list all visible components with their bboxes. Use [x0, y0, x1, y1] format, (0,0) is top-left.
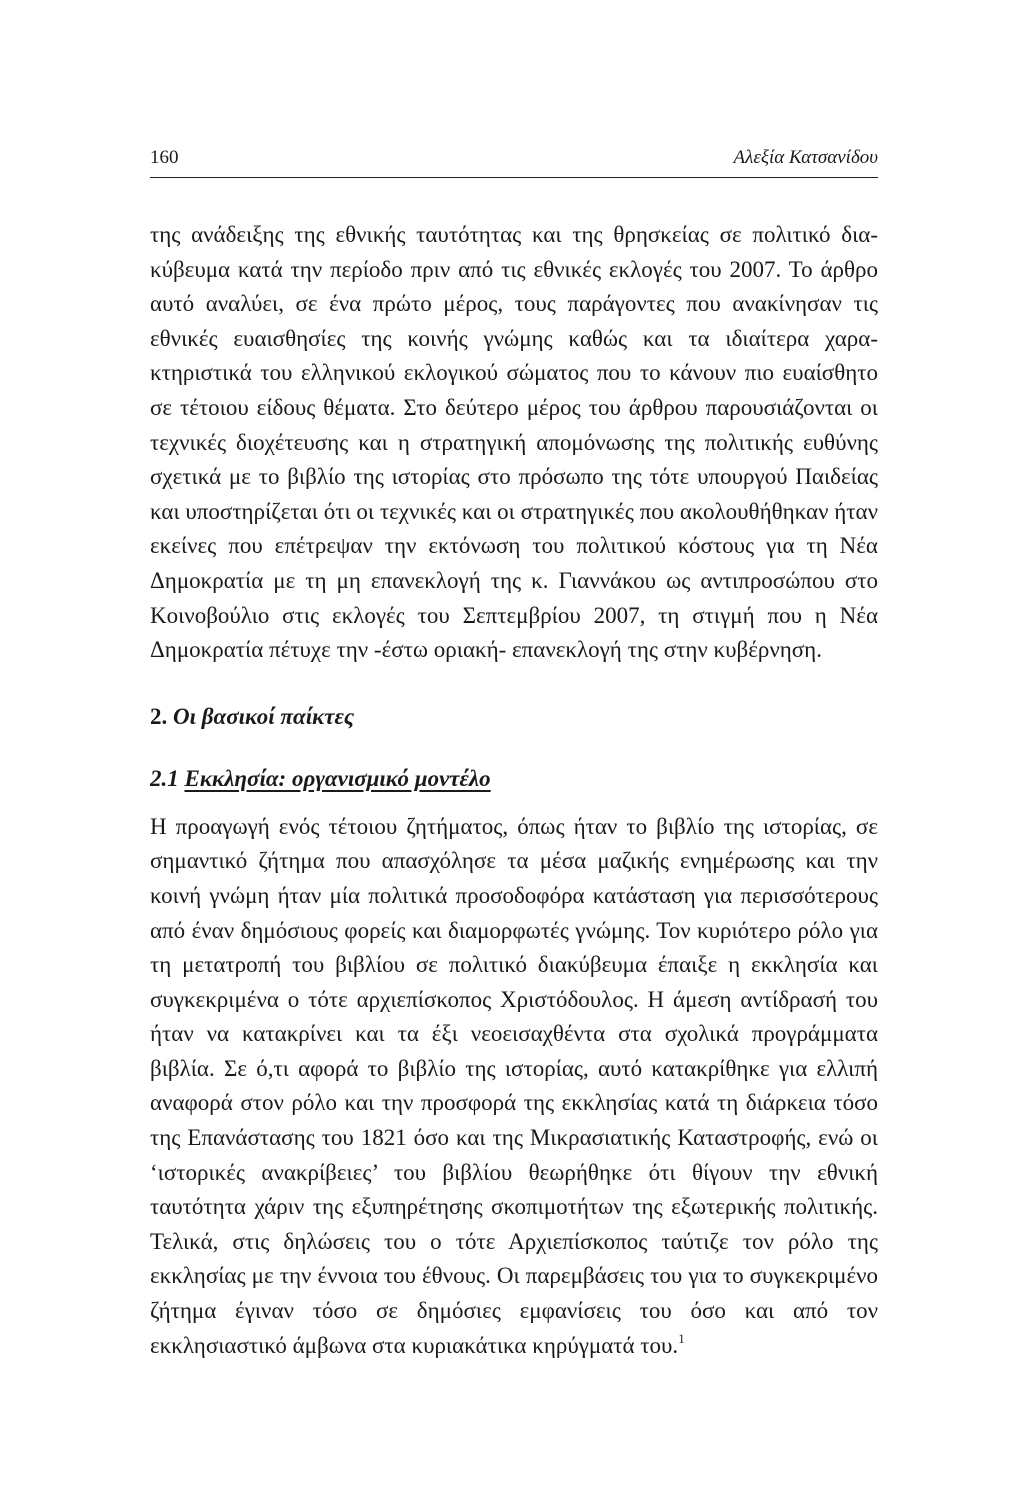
footnote-marker[interactable]: 1	[678, 1330, 685, 1346]
subsection-title: Εκκλησία: οργανισμικό μοντέλο	[184, 765, 491, 791]
section-title: Οι βασικοί παίκτες	[173, 703, 355, 729]
subsection-number: 2.1	[150, 765, 179, 791]
section-number: 2.	[150, 703, 168, 729]
body-paragraph-text: Η προαγωγή ενός τέτοιου ζητήματος, όπως ήταν το βιβλίο της ιστορίας, σε σημαντικό ζήτημα που απασχόλησε τα μέσα μαζικής ενημέρωσης και την κοινή γνώμη ήταν μία πολιτικά προσοδοφόρα κατάσταση για περισσότερους από έναν δημόσιους φορείς και διαμορφωτές γνώμης. Τον κυριότερο ρόλο για τη μετατροπή του βιβλίου σε πολιτικό διακύβευμα έπαιξε η εκκλησία και συγκεκριμένα ο τότε αρχιεπίσκοπος Χριστόδουλος. Η άμεση αντίδρασή του ήταν να κατακρίνει και τα έξι νεοεισαχθέντα στα σχολικά προγράμματα βιβλία. Σε ό,τι αφορά το βιβλίο της ιστορίας, αυτό κατακρίθηκε για ελλιπή αναφορά στον ρόλο και την προσφορά της εκκλησίας κατά τη διάρκεια τόσο της Επανάστασης του 1821 όσο και της Μικρασιατικής Καταστροφής, ενώ οι ‘ιστορικές ανακρίβειες’ του βιβλίου θεωρήθηκε ότι θίγουν την εθνική ταυτότητα χάριν της εξυπηρέτησης σκοπιμοτήτων της εξωτερικής πολιτικής. Τελικά, στις δηλώσεις του ο τότε Αρχιεπίσκοπος ταύτιζε τον ρόλο της εκκλησίας με την έννοια του έθνους. Οι παρεμβάσεις του για το συγκεκριμένο ζήτημα έγιναν τόσο σε δημόσιες εμφανίσεις του όσο και από τον εκκλησιαστικό άμβωνα στα κυριακάτικα κηρύγματά του.	[150, 813, 878, 1358]
section-heading	[150, 704, 878, 730]
running-header	[150, 145, 878, 178]
page-number: 160	[150, 147, 179, 168]
subsection-heading	[150, 766, 878, 792]
body-paragraph	[150, 810, 878, 1364]
book-page	[150, 145, 878, 1363]
running-header-author: Αλεξία Κατσανίδου	[733, 147, 878, 168]
intro-paragraph: της ανάδειξης της εθνικής ταυτότητας και της θρησκείας σε πολιτικό διακύβευμα κατά την περίοδο πριν από τις εθνικές εκλογές του 2007. Το άρθρο αυτό αναλύει, σε ένα πρώτο μέρος, τους παράγοντες που ανακίνησαν τις εθνικές ευαισθησίες της κοινής γνώμης καθώς και τα ιδιαίτερα χαρακτηριστικά του ελληνικού εκλογικού σώματος που το κάνουν πιο ευαίσθητο σε τέτοιου είδους θέματα. Στο δεύτερο μέρος του άρθρου παρουσιάζονται οι τεχνικές διοχέτευσης και η στρατηγική απομόνωσης της πολιτικής ευθύνης σχετικά με το βιβλίο της ιστορίας στο πρόσωπο της τότε υπουργού Παιδείας και υποστηρίζεται ότι οι τεχνικές και οι στρατηγικές που ακολουθήθηκαν ήταν εκείνες που επέτρεψαν την εκτόνωση του πολιτικού κόστους για τη Νέα Δημοκρατία με τη μη επανεκλογή της κ. Γιαννάκου ως αντιπροσώπου στο Κοινοβούλιο στις εκλογές του Σεπτεμβρίου 2007, τη στιγμή που η Νέα Δημοκρατία πέτυχε την -έστω οριακή- επανεκλογή της στην κυβέρνηση.	[150, 222, 878, 663]
